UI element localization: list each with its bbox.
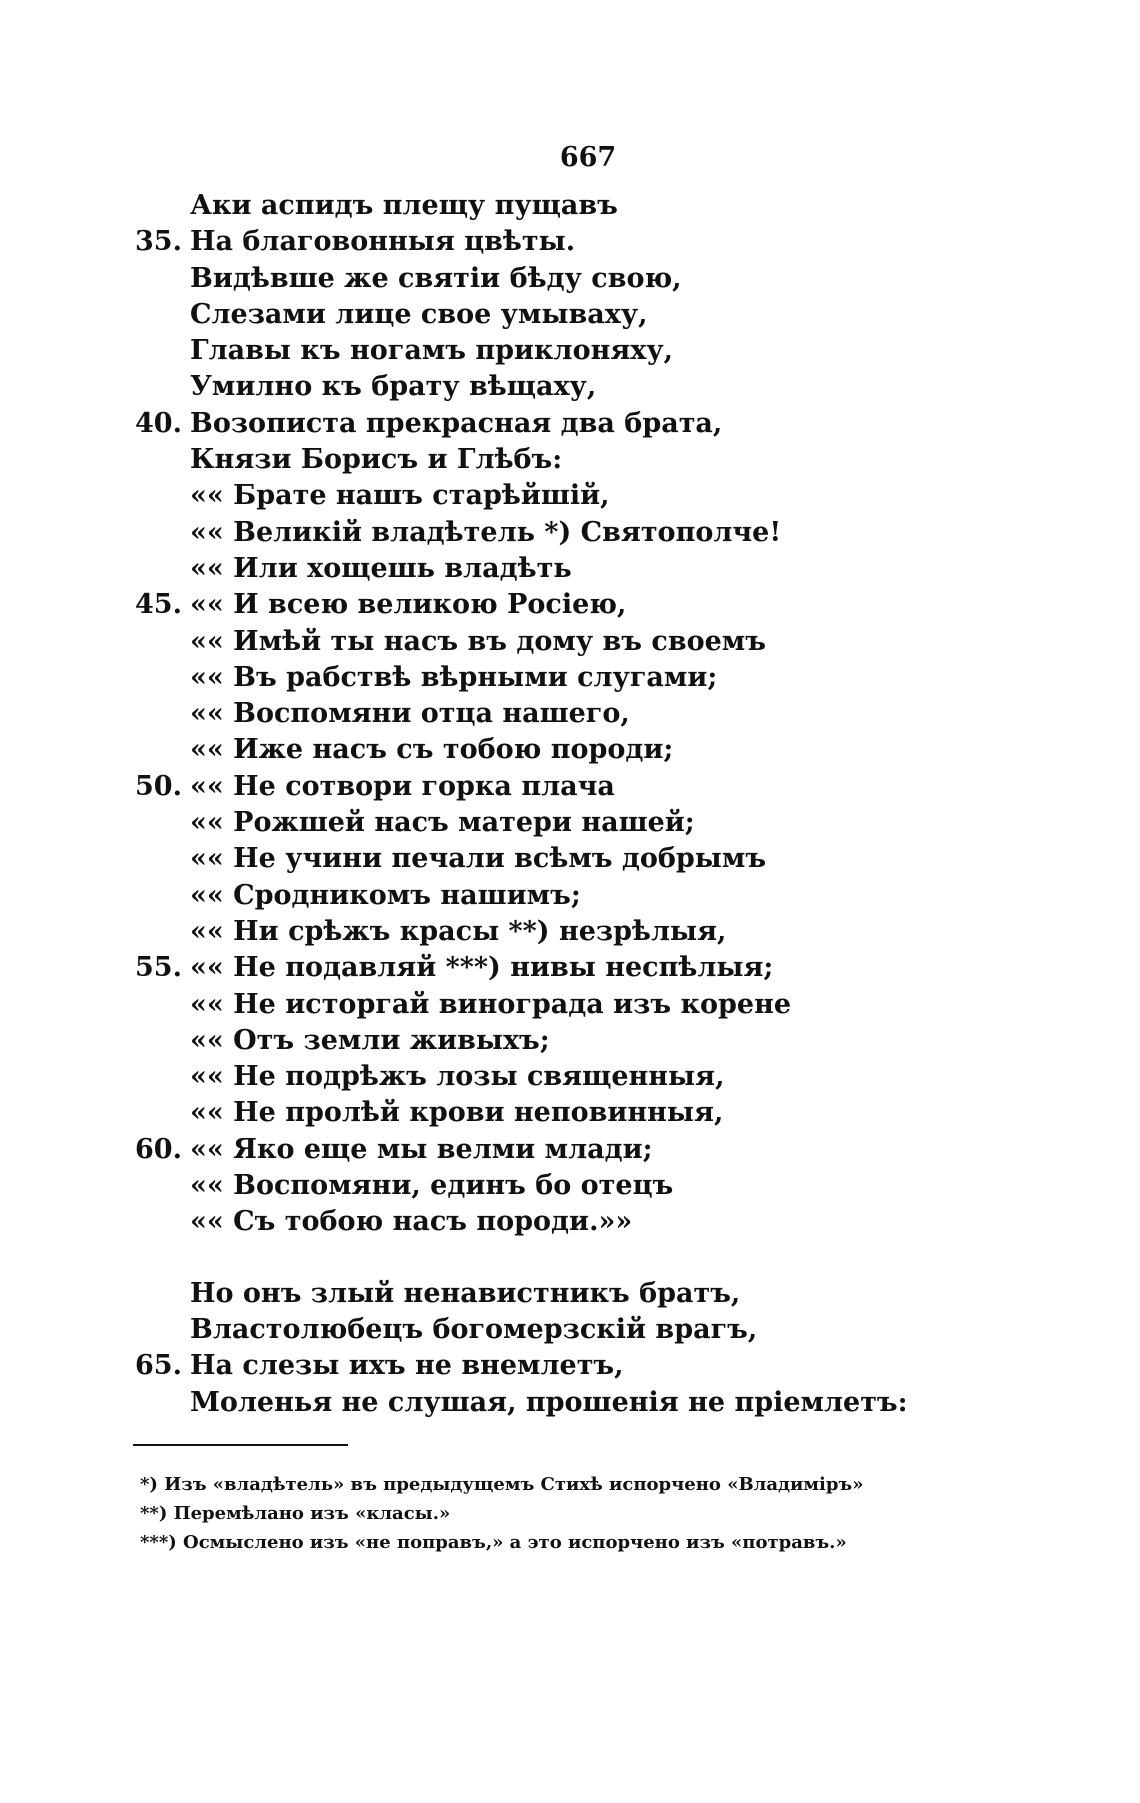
poem-line	[0, 696, 1140, 732]
poem-line	[0, 987, 1140, 1023]
line-text: «« Не пролѣй крови неповинныя,	[190, 1097, 724, 1129]
line-text: Моленья не слушая, прошенія не пріемлетъ:	[190, 1386, 908, 1418]
line-text: «« Имѣй ты насъ въ дому въ своемъ	[190, 625, 766, 657]
poem-line	[0, 841, 1140, 877]
line-text: Видѣвше же святіи бѣду свою,	[190, 262, 682, 294]
poem-line	[0, 1132, 1140, 1168]
footnote: **) Перемѣлано изъ «класы.»	[140, 1503, 451, 1524]
line-text: Но онъ злый ненавистникъ братъ,	[190, 1277, 741, 1309]
line-number: 40.	[135, 407, 182, 439]
line-text: «« Воспомяни, единъ бо отецъ	[190, 1170, 674, 1202]
line-number: 65.	[135, 1350, 182, 1382]
poem-line	[0, 805, 1140, 841]
line-text: «« Не сотвори горка плача	[190, 770, 615, 802]
poem-line	[0, 1276, 1140, 1312]
poem-line	[0, 297, 1140, 333]
page-number: 667	[559, 142, 617, 173]
poem-line	[0, 406, 1140, 442]
poem-line	[0, 1168, 1140, 1204]
line-text: «« Въ рабствѣ вѣрными слугами;	[190, 661, 718, 693]
line-text: «« Яко еще мы велми млади;	[190, 1133, 653, 1165]
line-text: «« Не подавляй ***) нивы неспѣлыя;	[190, 952, 774, 984]
line-text: Главы къ ногамъ приклоняху,	[190, 335, 674, 367]
poem-line	[0, 261, 1140, 297]
line-text: «« Съ тобою насъ породи.»»	[190, 1206, 633, 1238]
poem-line	[0, 1312, 1140, 1348]
line-text: Умилно къ брату вѣщаху,	[190, 371, 597, 403]
line-text: «« И всею великою Росіею,	[190, 589, 627, 621]
line-text: «« Или хощешь владѣть	[190, 552, 572, 584]
line-number: 50.	[135, 770, 182, 802]
line-text: «« Не исторгай винограда изъ корене	[190, 988, 792, 1020]
footnote-divider	[133, 1444, 348, 1446]
line-text: «« Великій владѣтель *) Святополче!	[190, 516, 782, 548]
poem-line	[0, 624, 1140, 660]
line-text: «« Воспомяни отца нашего,	[190, 698, 630, 730]
poem-line	[0, 1385, 1140, 1421]
poem-line	[0, 369, 1140, 405]
line-number: 45.	[135, 589, 182, 621]
line-text: «« Отъ земли живыхъ;	[190, 1024, 550, 1056]
poem-line	[0, 551, 1140, 587]
poem-line	[0, 478, 1140, 514]
poem-line	[0, 950, 1140, 986]
poem-line	[0, 914, 1140, 950]
poem-line	[0, 1059, 1140, 1095]
poem-line	[0, 442, 1140, 478]
line-text: Властолюбецъ богомерзскій врагъ,	[190, 1313, 758, 1345]
poem-line	[0, 732, 1140, 768]
poem-line	[0, 1095, 1140, 1131]
footnotes	[140, 1470, 1060, 1557]
poem-line	[0, 224, 1140, 260]
line-text: На слезы ихъ не внемлетъ,	[190, 1350, 624, 1382]
line-text: «« Иже насъ съ тобою породи;	[190, 734, 674, 766]
poem-line	[0, 769, 1140, 805]
poem-line	[0, 1348, 1140, 1384]
poem-line	[0, 333, 1140, 369]
line-text: Возописта прекрасная два брата,	[190, 407, 723, 439]
line-text: «« Брате нашъ старѣйшій,	[190, 480, 610, 512]
line-number: 35.	[135, 226, 182, 258]
line-text: «« Сродникомъ нашимъ;	[190, 879, 581, 911]
poem-line	[0, 515, 1140, 551]
line-text: Князи Борисъ и Глѣбъ:	[190, 444, 563, 476]
poem-line	[0, 1023, 1140, 1059]
line-text: Слезами лице свое умываху,	[190, 298, 648, 330]
line-text: На благовонныя цвѣты.	[190, 226, 576, 258]
poem-line	[0, 1204, 1140, 1240]
poem-body	[0, 188, 1140, 1421]
poem-line	[0, 587, 1140, 623]
line-text: «« Не учини печали всѣмъ добрымъ	[190, 843, 767, 875]
line-text: «« Не подрѣжъ лозы священныя,	[190, 1061, 725, 1093]
poem-line	[0, 188, 1140, 224]
poem-line	[0, 878, 1140, 914]
poem-line	[0, 660, 1140, 696]
line-number: 60.	[135, 1133, 182, 1165]
line-text: «« Рожшей насъ матери нашей;	[190, 807, 695, 839]
footnote: ***) Осмыслено изъ «не поправъ,» а это испорчено изъ «потравъ.»	[140, 1532, 847, 1553]
line-text: «« Ни срѣжъ красы **) незрѣлыя,	[190, 915, 727, 947]
footnote: *) Изъ «владѣтель» въ предыдущемъ Стихѣ испорчено «Владиміръ»	[140, 1474, 864, 1495]
line-text: Аки аспидъ плещу пущавъ	[190, 190, 618, 221]
line-number: 55.	[135, 952, 182, 984]
